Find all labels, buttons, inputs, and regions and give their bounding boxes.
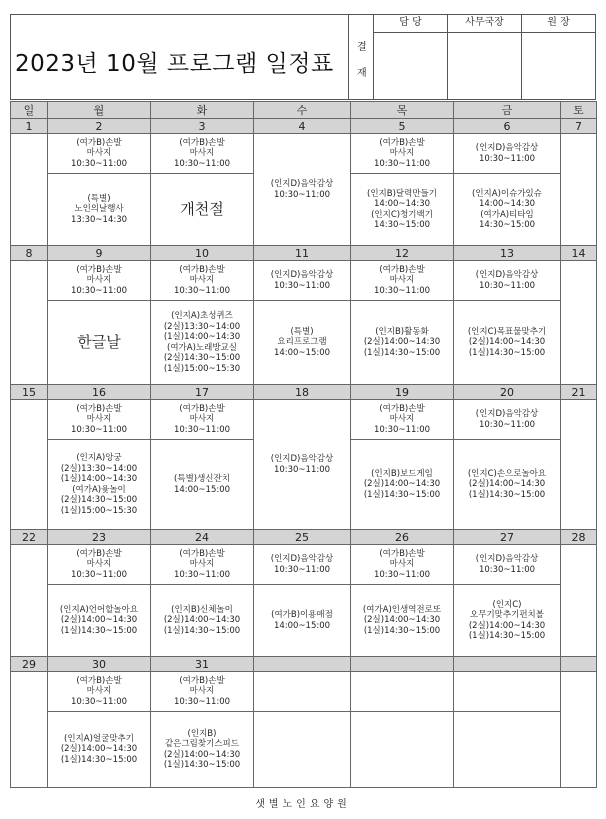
weekday-sat: 토 [561,102,597,119]
approval-col-staff [374,14,448,100]
date-number: 5 [351,119,454,134]
program-entry: (여가B)손발 마사지 10:30~11:00 [351,261,454,301]
weekday-sun: 일 [11,102,48,119]
afternoon-row [11,585,597,657]
program-entry: (인지A)초성퀴즈 (2실)13:30~14:00 (1실)14:00~14:30 (여가A)노래방교실 (2실)14:30~15:00 (1실)15:00~15:30 [151,301,254,385]
program-entry: (여가B)이용매점 14:00~15:00 [254,585,351,657]
weekday-tue: 화 [151,102,254,119]
date-number [454,657,561,672]
program-entry: (인지A)언어할놀아요 (2실)14:00~14:30 (1실)14:30~15:00 [48,585,151,657]
program-entry: (인지D)음악감상 10:30~11:00 [254,400,351,530]
date-row [11,119,597,134]
approval-col-header: 담 당 [374,14,447,33]
program-entry: (여가B)손발 마사지 10:30~11:00 [48,672,151,712]
afternoon-row [11,712,597,788]
date-number: 18 [254,385,351,400]
morning-row [11,400,597,440]
program-entry: (특별) 노인의날행사 13:30~14:30 [48,174,151,246]
weekday-fri: 금 [454,102,561,119]
approval-col-director [448,14,522,100]
day-cell [11,134,48,246]
program-entry: (인지D)음악감상 10:30~11:00 [254,134,351,246]
date-number [561,657,597,672]
approval-label [348,14,374,100]
weekday-mon: 월 [48,102,151,119]
program-entry: (인지B) 같은그림찾기스피드 (2실)14:00~14:30 (1실)14:30~15:00 [151,712,254,788]
program-entry [254,712,351,788]
program-entry: (인지A)이슈가있슈 14:00~14:30 (여가A)티타임 14:30~15:00 [454,174,561,246]
date-number: 25 [254,530,351,545]
program-entry: (여가B)손발 마사지 10:30~11:00 [151,672,254,712]
date-number: 13 [454,246,561,261]
program-entry: (인지D)음악감상 10:30~11:00 [454,545,561,585]
program-entry: (인지B)보드게임 (2실)14:00~14:30 (1실)14:30~15:00 [351,440,454,530]
date-number: 19 [351,385,454,400]
program-entry [351,712,454,788]
program-entry: (인지D)음악감상 10:30~11:00 [254,545,351,585]
date-number: 27 [454,530,561,545]
program-entry: (여가B)손발 마사지 10:30~11:00 [48,400,151,440]
program-entry: (여가B)손발 마사지 10:30~11:00 [48,261,151,301]
date-number: 26 [351,530,454,545]
date-row [11,657,597,672]
program-entry [454,712,561,788]
footer-org-name: 샛별노인요양원 [255,799,351,810]
morning-row [11,672,597,712]
approval-col-header: 원 장 [522,14,595,33]
weekday-thu: 목 [351,102,454,119]
program-entry: (여가B)손발 마사지 10:30~11:00 [151,400,254,440]
date-number: 20 [454,385,561,400]
day-cell [11,672,48,788]
program-entry: (특별) 요리프로그램 14:00~15:00 [254,301,351,385]
date-number: 10 [151,246,254,261]
program-entry: (인지D)음악감상 10:30~11:00 [454,134,561,174]
date-number: 30 [48,657,151,672]
morning-row [11,545,597,585]
program-entry: (인지D)음악감상 10:30~11:00 [454,261,561,301]
date-number: 3 [151,119,254,134]
date-row [11,530,597,545]
date-number: 6 [454,119,561,134]
holiday-label: 개천절 [151,174,254,246]
date-number [351,657,454,672]
date-number: 4 [254,119,351,134]
date-number: 23 [48,530,151,545]
date-number: 22 [11,530,48,545]
program-entry: (인지B)달력만들기 14:00~14:30 (인지C)청기백기 14:30~15:00 [351,174,454,246]
program-entry [351,672,454,712]
day-cell [11,545,48,657]
date-row [11,246,597,261]
date-number: 12 [351,246,454,261]
date-number: 29 [11,657,48,672]
morning-row [11,134,597,174]
program-entry: (여가B)손발 마사지 10:30~11:00 [351,400,454,440]
program-entry: (인지C)손으로놀아요 (2실)14:00~14:30 (1실)14:30~15:00 [454,440,561,530]
program-entry: (인지D)음악감상 10:30~11:00 [454,400,561,440]
weekday-wed: 수 [254,102,351,119]
program-entry: (인지A)앙궁 (2실)13:30~14:00 (1실)14:00~14:30 (여가A)윷놀이 (2실)14:30~15:00 (1실)15:00~15:30 [48,440,151,530]
date-number [254,657,351,672]
date-number: 31 [151,657,254,672]
date-number: 15 [11,385,48,400]
date-number: 1 [11,119,48,134]
day-cell [11,261,48,385]
date-number: 14 [561,246,597,261]
date-number: 17 [151,385,254,400]
approval-label-bottom: 재 [357,68,367,79]
date-number: 11 [254,246,351,261]
day-cell [561,261,597,385]
day-cell [561,134,597,246]
afternoon-row [11,301,597,385]
approval-label-top: 결 [357,42,367,53]
calendar-table [10,101,597,788]
date-number: 28 [561,530,597,545]
program-entry: (인지C)목표물맞추기 (2실)14:00~14:30 (1실)14:30~15:00 [454,301,561,385]
program-entry: (특별)생신잔치 14:00~15:00 [151,440,254,530]
program-entry: (여가B)손발 마사지 10:30~11:00 [48,134,151,174]
program-entry [454,672,561,712]
date-number: 9 [48,246,151,261]
day-cell [561,400,597,530]
program-entry: (여가B)손발 마사지 10:30~11:00 [351,134,454,174]
program-entry: (인지D)음악감상 10:30~11:00 [254,261,351,301]
page-title: 2023년 10월 프로그램 일정표 [15,51,334,77]
day-cell [11,400,48,530]
program-entry: (인지B)신체놀이 (2실)14:00~14:30 (1실)14:30~15:00 [151,585,254,657]
program-entry: (여가A)인생역전로또 (2실)14:00~14:30 (1실)14:30~15:00 [351,585,454,657]
program-entry: (인지B)활동화 (2실)14:00~14:30 (1실)14:30~15:00 [351,301,454,385]
date-number: 8 [11,246,48,261]
program-entry: (여가B)손발 마사지 10:30~11:00 [151,134,254,174]
date-number: 24 [151,530,254,545]
weekday-header-row [11,102,597,119]
day-cell [561,672,597,788]
approval-col-header: 사무국장 [448,14,521,33]
program-entry: (여가B)손발 마사지 10:30~11:00 [48,545,151,585]
program-entry: (여가B)손발 마사지 10:30~11:00 [351,545,454,585]
program-entry: (인지C) 오무기맞추기펀치볼 (2실)14:00~14:30 (1실)14:30~15:00 [454,585,561,657]
program-entry [254,672,351,712]
calendar-grid [10,101,596,788]
holiday-label: 한글날 [48,301,151,385]
date-number: 7 [561,119,597,134]
date-number: 21 [561,385,597,400]
program-entry: (여가B)손발 마사지 10:30~11:00 [151,545,254,585]
day-cell [561,545,597,657]
program-entry: (여가B)손발 마사지 10:30~11:00 [151,261,254,301]
date-number: 2 [48,119,151,134]
morning-row [11,261,597,301]
program-entry: (인지A)얼굴맞추기 (2실)14:00~14:30 (1실)14:30~15:00 [48,712,151,788]
approval-col-head [522,14,596,100]
date-number: 16 [48,385,151,400]
date-row [11,385,597,400]
